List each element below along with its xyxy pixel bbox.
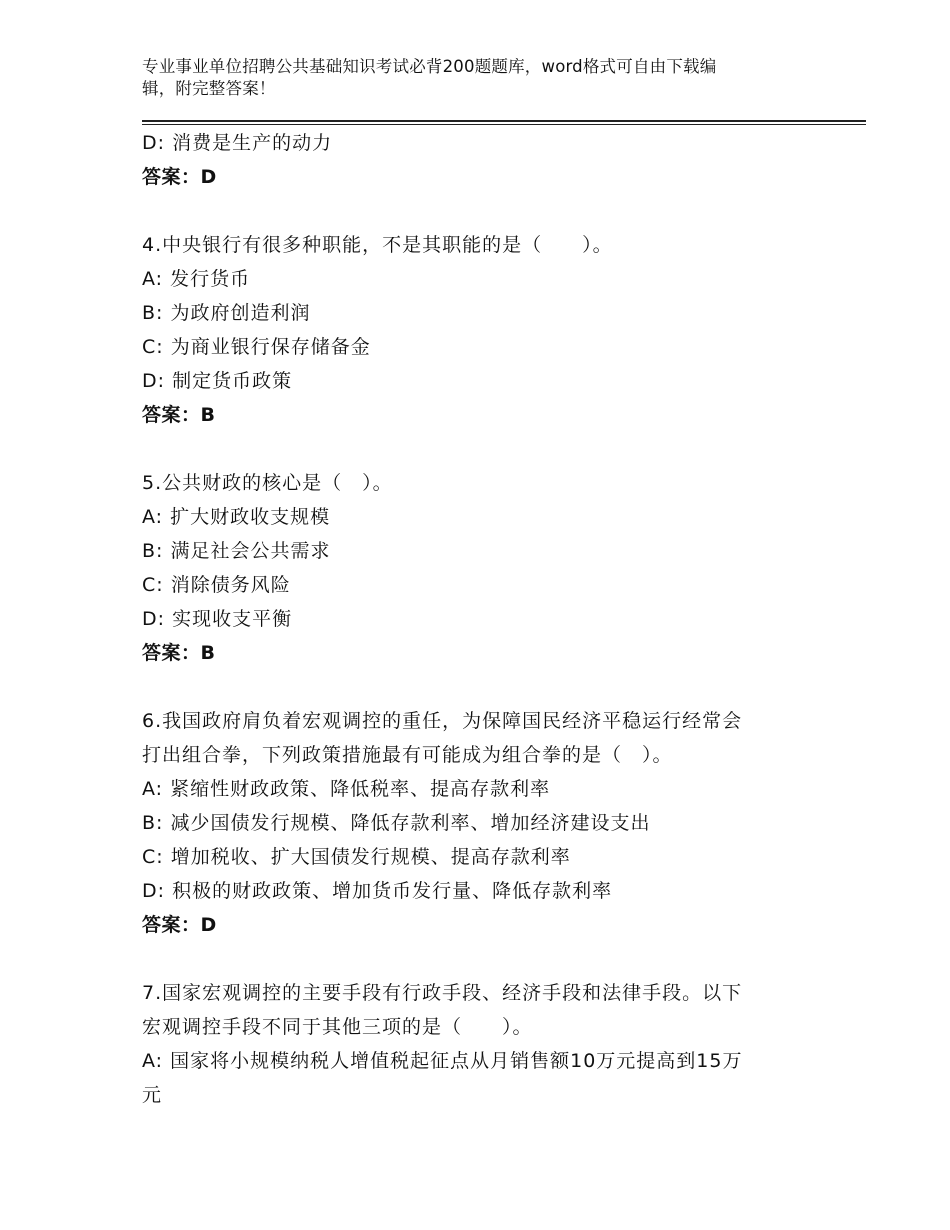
q6-option-a: A: 紧缩性财政政策、降低税率、提高存款利率 [142, 778, 551, 800]
q5-stem: 5.公共财政的核心是（ ）。 [142, 472, 393, 494]
q4-option-a: A: 发行货币 [142, 268, 251, 290]
q6-option-b: B: 减少国债发行规模、降低存款利率、增加经济建设支出 [142, 812, 651, 834]
q6-option-d: D: 积极的财政政策、增加货币发行量、降低存款利率 [142, 880, 613, 902]
q4-option-b: B: 为政府创造利润 [142, 302, 311, 324]
spacer [142, 194, 842, 228]
header-line-2: 辑，附完整答案！ [142, 79, 276, 98]
q6-stem-line-1: 6.我国政府肩负着宏观调控的重任，为保障国民经济平稳运行经常会 [142, 710, 743, 732]
q5-option-c: C: 消除债务风险 [142, 574, 291, 596]
q7-option-a-line-1: A: 国家将小规模纳税人增值税起征点从月销售额10万元提高到15万 [142, 1050, 743, 1072]
q3-answer: 答案：D [142, 166, 217, 188]
q5-option-d: D: 实现收支平衡 [142, 608, 293, 630]
q6-answer: 答案：D [142, 914, 217, 936]
spacer [142, 942, 842, 976]
q3-option-d: D: 消费是生产的动力 [142, 132, 333, 154]
q5-answer: 答案：B [142, 642, 216, 664]
q4-option-c: C: 为商业银行保存储备金 [142, 336, 371, 358]
q7-stem-line-1: 7.国家宏观调控的主要手段有行政手段、经济手段和法律手段。以下 [142, 982, 743, 1004]
q7-option-a-line-2: 元 [142, 1084, 163, 1106]
document-body [142, 126, 842, 1112]
spacer [142, 432, 842, 466]
q5-option-a: A: 扩大财政收支规模 [142, 506, 331, 528]
q6-option-c: C: 增加税收、扩大国债发行规模、提高存款利率 [142, 846, 571, 868]
q4-option-d: D: 制定货币政策 [142, 370, 293, 392]
document-header [142, 56, 792, 100]
header-rule-thin [142, 124, 866, 125]
q4-stem: 4.中央银行有很多种职能，不是其职能的是（ ）。 [142, 234, 613, 256]
header-line-1: 专业事业单位招聘公共基础知识考试必背200题题库，word格式可自由下载编 [142, 57, 717, 76]
q7-stem-line-2: 宏观调控手段不同于其他三项的是（ ）。 [142, 1016, 533, 1038]
q4-answer: 答案：B [142, 404, 216, 426]
q6-stem-line-2: 打出组合拳，下列政策措施最有可能成为组合拳的是（ ）。 [142, 744, 673, 766]
header-rule-thick [142, 120, 866, 122]
q5-option-b: B: 满足社会公共需求 [142, 540, 331, 562]
spacer [142, 670, 842, 704]
